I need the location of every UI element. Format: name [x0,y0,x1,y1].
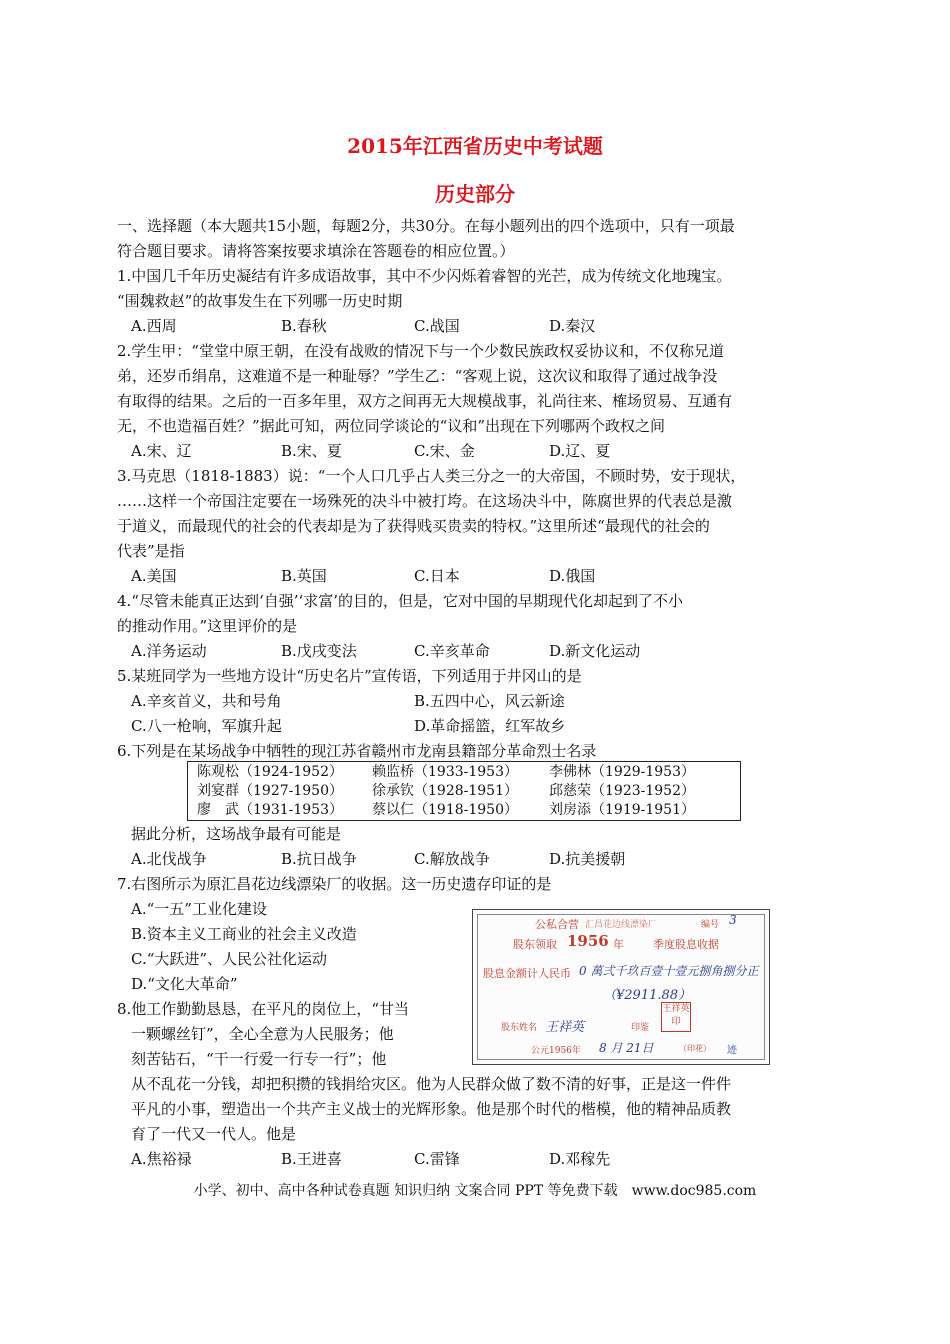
receipt-line1-a: 股东领取 [513,938,557,951]
question-6-text: 6.下列是在某场战争中牺牲的现江苏省赣州市龙南县籍部分革命烈士名录 [117,742,597,760]
q3-option-c: C.日本 [414,567,460,585]
question-2-text: 无，不也造福百姓？”据此可知，两位同学谈论的“议和”出现在下列哪两个政权之间 [117,417,666,435]
question-2-text: 弟，还岁币绢帛，这难道不是一种耻辱？”学生乙：“客观上说，这次议和取得了通过战争没 [117,367,718,385]
q2-option-d: D.辽、夏 [549,442,611,460]
martyr-entry: 陈观松（1924-1952） [197,764,343,780]
q4-option-b: B.戊戌变法 [281,642,357,660]
martyr-entry: 刘房添（1919-1951） [549,802,695,818]
martyr-entry: 邱慈荣（1923-1952） [549,783,695,799]
q7-option-c: C.“大跃进”、人民公社化运动 [131,950,328,968]
question-8-text: 平凡的小事，塑造出一个共产主义战士的光辉形象。他是那个时代的楷模，他的精神品质教 [131,1100,732,1118]
receipt-seal-stamp: 王祥英印 [661,1002,691,1032]
question-3-text: 于道义，而最现代的社会的代表却是为了获得贱买贵卖的特权。”这里所述“最现代的社会的 [117,517,710,535]
receipt-number-value: 3 [729,913,737,927]
receipt-year: 1956 [567,932,609,950]
q7-option-d: D.“文化大革命” [131,975,238,993]
question-8-text: 8.他工作勤勤恳恳，在平凡的岗位上，“甘当 [117,1000,409,1018]
question-3-text: 3.马克思（1818-1883）说：“一个人口几乎占人类三分之一的大帝国，不顾时势，安于现状， [117,467,746,485]
page-footer: 小学、初中、高中各种试卷真题 知识归纳 文案合同 PPT 等免费下载 www.doc985.com [193,1183,757,1199]
question-2-text: 有取得的结果。之后的一百多年里，双方之间再无大规模战事，礼尚往来、榷场贸易、互通有 [117,392,733,410]
q1-option-d: D.秦汉 [549,317,596,335]
receipt-line1-c: 季度股息收据 [653,938,719,951]
q7-option-b: B.资本主义工商业的社会主义改造 [131,925,357,943]
exam-title: 2015年江西省历史中考试题 [347,134,603,158]
question-1-text: “围魏救赵”的故事发生在下列哪一历史时期 [117,292,403,310]
question-2-text: 2.学生甲：“堂堂中原王朝，在没有战败的情况下与一个少数民族政权妥协议和，不仅称兄道 [117,342,724,360]
martyr-entry: 蔡以仁（1918-1950） [372,802,518,818]
q3-option-b: B.英国 [281,567,327,585]
q1-option-a: A.西周 [131,317,177,335]
martyr-entry: 赖监桥（1933-1953） [372,764,518,780]
q8-option-b: B.王进喜 [281,1150,342,1168]
q5-option-b: B.五四中心，风云新途 [414,692,565,710]
q4-option-a: A.洋务运动 [131,642,207,660]
receipt-name-label: 股东姓名 [501,1023,538,1033]
q8-option-a: A.焦裕禄 [131,1150,192,1168]
question-8-text: 一颗螺丝钉”，全心全意为人民服务；他 [131,1025,394,1043]
martyr-list-table [187,761,741,821]
q4-option-d: D.新文化运动 [549,642,641,660]
q5-option-c: C.八一枪响，军旗升起 [131,717,282,735]
q2-option-c: C.宋、金 [414,442,475,460]
q7-option-a: A.“一五”工业化建设 [131,900,267,918]
q1-option-b: B.春秋 [281,317,327,335]
receipt-date-mark: 迹 [727,1045,737,1056]
receipt-factory-name: 汇昌花边线漂染厂 [585,920,658,930]
question-7-text: 7.右图所示为原汇昌花边线漂染厂的收据。这一历史遗存印证的是 [117,875,552,893]
question-4-text: 4.“尽管未能真正达到‘自强’‘求富’的目的，但是，它对中国的早期现代化却起到了不小 [117,592,684,610]
section-title: 历史部分 [435,182,515,206]
dividend-receipt-image [472,909,770,1065]
martyr-entry: 刘宴群（1927-1950） [197,783,343,799]
martyr-entry: 李佛林（1929-1953） [549,764,695,780]
q3-option-d: D.俄国 [549,567,596,585]
question-1-text: 1.中国几千年历史凝结有许多成语故事，其中不少闪烁着睿智的光芒，成为传统文化地瑰宝。 [117,267,732,285]
q6-option-a: A.北伐战争 [131,850,207,868]
question-8-text: 育了一代又一代人。他是 [131,1125,297,1143]
q6-option-d: D.抗美援朝 [549,850,626,868]
q1-option-c: C.战国 [414,317,460,335]
q8-option-c: C.雷锋 [414,1150,460,1168]
question-5-text: 5.某班同学为一些地方设计“历史名片”宣传语，下列适用于井冈山的是 [117,667,582,685]
receipt-date-label: 公元1956年 [531,1046,581,1056]
receipt-header: 公私合营 [535,918,579,931]
martyr-entry: 徐承钦（1928-1951） [372,783,518,799]
q8-option-d: D.邓稼先 [549,1150,611,1168]
receipt-amount-figure: （¥2911.88） [603,988,692,1003]
intro-line: 符合题目要求。请将答案按要求填涂在答题卷的相应位置。） [117,242,515,260]
receipt-name-value: 王祥英 [545,1020,585,1035]
q5-option-a: A.辛亥首义，共和号角 [131,692,282,710]
martyr-entry: 廖 武（1931-1953） [197,802,343,818]
receipt-line1-b: 年 [613,938,624,951]
intro-line: 一、选择题（本大题共15小题，每题2分，共30分。在每小题列出的四个选项中，只有一项最 [117,217,735,235]
question-6-followup: 据此分析，这场战争最有可能是 [131,825,342,843]
question-4-text: 的推动作用。”这里评价的是 [117,617,298,635]
q2-option-b: B.宋、夏 [281,442,342,460]
receipt-seal-label: 印鉴 [631,1023,650,1033]
receipt-date-note: （印花） [679,1044,711,1053]
question-8-text: 从不乱花一分钱，却把积攒的钱捐给灾区。他为人民群众做了数不清的好事，正是这一件件 [131,1075,732,1093]
q4-option-c: C.辛亥革命 [414,642,490,660]
receipt-number-label: 编号 [701,920,720,930]
q5-option-d: D.革命摇篮，红军故乡 [414,717,566,735]
receipt-amount-handwritten: 0 萬弍千玖百壹十壹元捌角捌分正 [579,964,759,978]
question-3-text: 代表”是指 [117,542,185,560]
question-3-text: ……这样一个帝国注定要在一场殊死的决斗中被打垮。在这场决斗中，陈腐世界的代表总是激 [117,492,733,510]
receipt-amount-label: 股息金额计人民币 [483,967,571,980]
receipt-date-handwritten: 8 月 21日 [599,1041,654,1055]
q3-option-a: A.美国 [131,567,177,585]
q6-option-c: C.解放战争 [414,850,490,868]
question-8-text: 刻苦钻石，“干一行爱一行专一行”；他 [131,1050,387,1068]
q2-option-a: A.宋、辽 [131,442,192,460]
q6-option-b: B.抗日战争 [281,850,357,868]
